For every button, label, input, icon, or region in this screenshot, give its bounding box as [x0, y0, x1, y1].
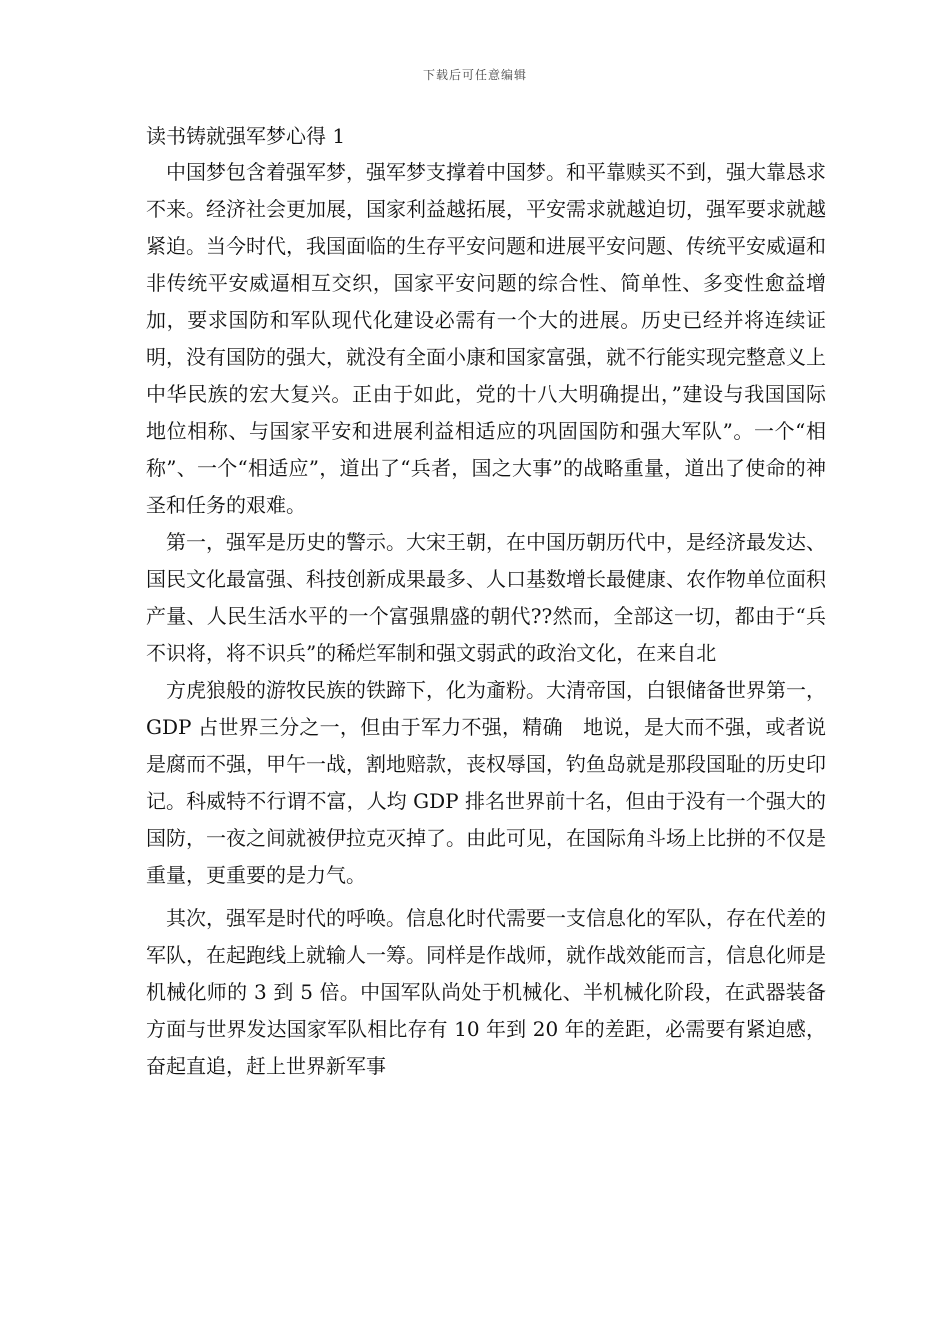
page-header-note: 下载后可任意编辑	[422, 68, 527, 82]
paragraph: 第一，强军是历史的警示。大宋王朝，在中国历朝历代中，是经济最发达、国民文化最富强、科技创新成果最多、人口基数增长最健康、农作物单位面积产量、人民生活水平的一个富强鼎盛的朝代??然而，全部这一切，都由于“兵不识将，将不识兵”的稀烂军制和强文弱武的政治文化，在来自北	[146, 530, 826, 665]
document-body	[146, 118, 826, 1085]
document-title: 读书铸就强军梦心得 1	[146, 124, 346, 148]
paragraph: 方虎狼般的游牧民族的铁蹄下，化为齑粉。大清帝国，白银储备世界第一，GDP 占世界三分之一，但由于军力不强，精确 地说，是大而不强，或者说是腐而不强，甲午一战，割地赔款，丧权辱国，钓鱼岛就是那段国耻的历史印记。科威特不行谓不富，人均 GDP 排名世界前十名，但由于没有一个强大的国防，一夜之间就被伊拉克灭掉了。由此可见，在国际角斗场上比拼的不仅是重量，更重要的是力气。	[146, 678, 826, 887]
paragraph: 其次，强军是时代的呼唤。信息化时代需要一支信息化的军队，存在代差的军队，在起跑线上就输人一筹。同样是作战师，就作战效能而言，信息化师是机械化师的 3 到 5 倍。中国军队尚处于机械化、半机械化阶段，在武器装备方面与世界发达国家军队相比存有 10 年到 20 年的差距，必需要有紧迫感，奋起直追，赶上世界新军事	[146, 906, 826, 1078]
paragraph: 中国梦包含着强军梦，强军梦支撑着中国梦。和平靠赎买不到，强大靠恳求不来。经济社会更加展，国家利益越拓展，平安需求就越迫切，强军要求就越紧迫。当今时代，我国面临的生存平安问题和进展平安问题、传统平安威逼和非传统平安威逼相互交织，国家平安问题的综合性、简单性、多变性愈益增加，要求国防和军队现代化建设必需有一个大的进展。历史已经并将连续证明，没有国防的强大，就没有全面小康和国家富强，就不行能实现完整意义上中华民族的宏大复兴。正由于如此，党的十八大明确提出，”建设与我国国际地位相称、与国家平安和进展利益相适应的巩固国防和强大军队”。一个“相称”、一个“相适应”，道出了“兵者，国之大事”的战略重量，道出了使命的神圣和任务的艰难。	[146, 160, 826, 517]
